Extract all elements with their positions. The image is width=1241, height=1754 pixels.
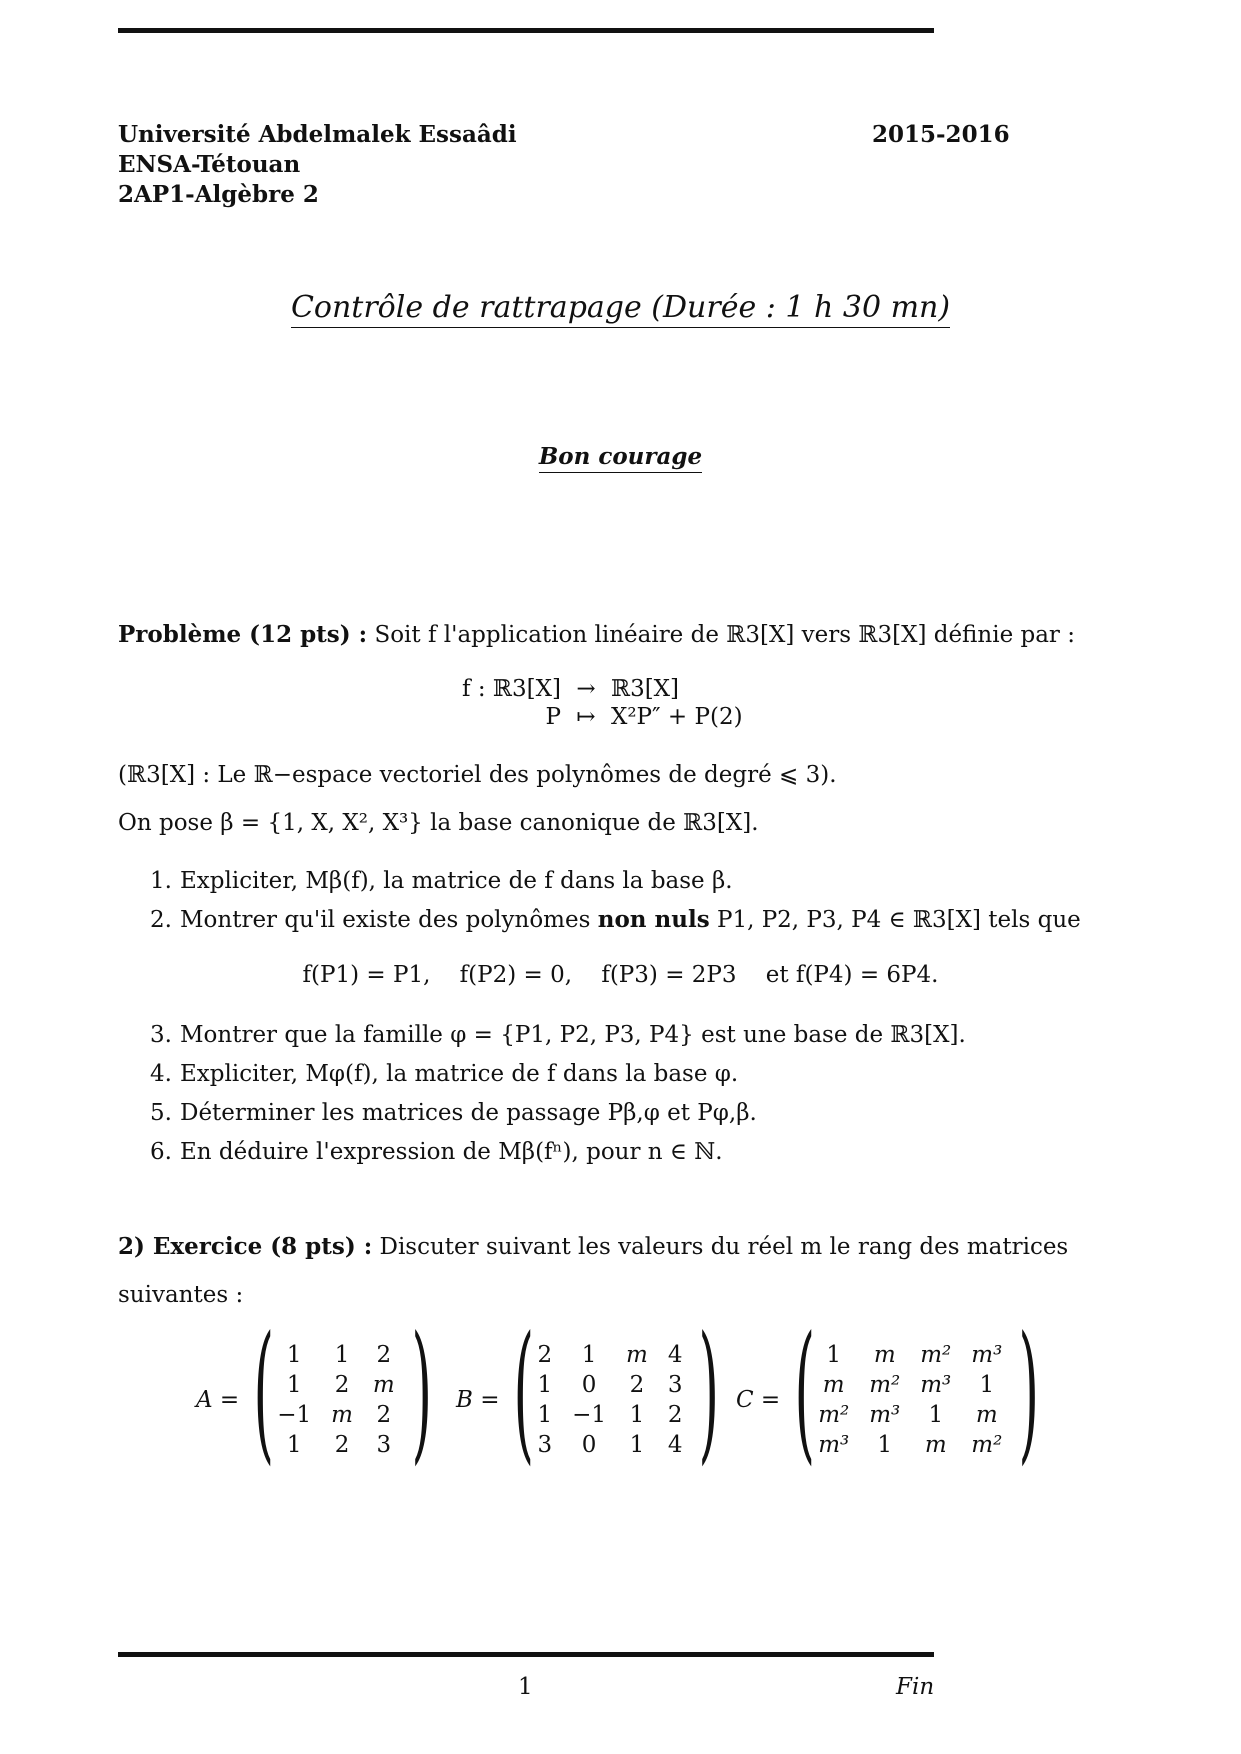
matrix-c-cell: m — [822, 1372, 845, 1398]
matrix-b-row — [527, 1340, 692, 1370]
matrix-c-label: C = — [736, 1387, 781, 1413]
question-number: 5. — [150, 1100, 172, 1126]
left-paren: ( — [513, 1305, 535, 1479]
matrix-c-cell: m — [975, 1402, 998, 1428]
question-text: Expliciter, Mφ(f), la matrice de f dans la base φ. — [180, 1061, 739, 1087]
matrix-c-row — [808, 1340, 1012, 1370]
matrix-b-label: B = — [456, 1387, 500, 1413]
question-text: Montrer qu'il existe des polynômes — [180, 907, 591, 933]
matrix-a-cell: m — [331, 1402, 353, 1428]
matrix-b-cell: 1 — [581, 1342, 597, 1368]
matrix-b-cell: 0 — [581, 1432, 597, 1458]
matrix-b-cell: 2 — [667, 1402, 683, 1428]
base-definition: On pose β = {1, X, X², X³} la base canonique de ℝ3[X]. — [118, 810, 759, 836]
exam-title — [0, 290, 1241, 325]
matrix-a-cell: 1 — [286, 1372, 302, 1398]
question-3 — [150, 1020, 966, 1050]
left-paren: ( — [794, 1305, 816, 1479]
question-list-1 — [150, 866, 1081, 944]
matrix-b-cell: 1 — [537, 1372, 553, 1398]
end-marker: Fin — [896, 1674, 935, 1700]
question-text: P1, P2, P3, P4 ∈ ℝ3[X] tels que — [716, 907, 1081, 933]
map-arrow-1: → — [576, 676, 596, 702]
right-paren: ) — [411, 1305, 432, 1479]
matrix-a — [196, 1305, 432, 1479]
matrix-c-row — [808, 1430, 1012, 1460]
matrix-c-cell: m — [873, 1342, 896, 1368]
matrix-b-cell: 1 — [629, 1402, 645, 1428]
matrix-b-cell: 3 — [667, 1372, 683, 1398]
matrix-c-row — [808, 1370, 1012, 1400]
right-paren: ) — [1018, 1305, 1040, 1479]
matrix-a-cell: m — [372, 1372, 395, 1398]
university-name: Université Abdelmalek Essaâdi — [118, 121, 517, 148]
eigen-equations: f(P1) = P1, f(P2) = 0, f(P3) = 2P3 et f(P4) = 6P4. — [302, 962, 939, 988]
question-list-2 — [150, 1020, 966, 1176]
encouragement — [0, 443, 1241, 470]
map-arrow-2: ↦ — [576, 704, 596, 730]
question-number: 3. — [150, 1022, 172, 1048]
right-paren: ) — [698, 1305, 720, 1479]
exercice-intro — [118, 1232, 1068, 1262]
matrix-b-table — [527, 1340, 692, 1460]
matrix-a-row — [267, 1340, 405, 1370]
matrix-a-row — [267, 1430, 405, 1460]
map-right-1: ℝ3[X] — [610, 676, 680, 702]
matrix-c-cell: m² — [869, 1372, 901, 1398]
question-text: Montrer que la famille φ = {P1, P2, P3, P4} est une base de ℝ3[X]. — [180, 1022, 966, 1048]
matrix-a-cell: 2 — [376, 1402, 392, 1428]
matrix-a-cell: 2 — [334, 1372, 350, 1398]
question-number: 2. — [150, 907, 172, 933]
course-name: 2AP1-Algèbre 2 — [118, 181, 319, 208]
matrix-c-table — [808, 1340, 1012, 1460]
matrix-a-label: A = — [196, 1387, 240, 1413]
question-4 — [150, 1059, 966, 1089]
matrix-b-cell: 3 — [537, 1432, 553, 1458]
question-number: 6. — [150, 1139, 172, 1165]
question-text: En déduire l'expression de Mβ(fⁿ), pour n ∈ ℕ. — [180, 1139, 723, 1165]
top-rule — [118, 28, 934, 33]
question-5 — [150, 1098, 966, 1128]
matrix-a-table — [267, 1340, 405, 1460]
school-name: ENSA-Tétouan — [118, 151, 301, 178]
matrix-a-cell: 2 — [376, 1342, 392, 1368]
exercice-text-cont: suivantes : — [118, 1282, 244, 1308]
matrix-b-row — [527, 1400, 692, 1430]
matrix-a-cell: 1 — [286, 1432, 302, 1458]
matrix-c-cell: m³ — [818, 1432, 850, 1458]
question-text: Déterminer les matrices de passage Pβ,φ et Pφ,β. — [180, 1100, 757, 1126]
map-left-2: P — [545, 704, 561, 730]
question-6 — [150, 1137, 966, 1167]
matrix-b-cell: m — [626, 1342, 648, 1368]
left-paren: ( — [253, 1305, 275, 1479]
matrix-b-cell: 1 — [629, 1432, 645, 1458]
bottom-rule — [118, 1652, 934, 1657]
matrix-c-cell: 1 — [826, 1342, 842, 1368]
encouragement-text: Bon courage — [539, 443, 702, 473]
map-right-2: X²P″ + P(2) — [610, 704, 743, 730]
question-number: 4. — [150, 1061, 172, 1087]
academic-year: 2015-2016 — [872, 121, 1010, 148]
exam-title-text: Contrôle de rattrapage (Durée : 1 h 30 mn) — [291, 290, 950, 328]
matrix-a-cell: −1 — [277, 1402, 312, 1428]
matrix-c-cell: 1 — [877, 1432, 893, 1458]
matrix-a-cell: 1 — [334, 1342, 350, 1368]
matrix-b-cell: −1 — [572, 1402, 607, 1428]
matrix-c-cell: m² — [971, 1432, 1003, 1458]
matrix-a-cell: 1 — [286, 1342, 302, 1368]
question-text: Expliciter, Mβ(f), la matrice de f dans la base β. — [180, 868, 733, 894]
exercice-text: Discuter suivant les valeurs du réel m le rang des matrices — [379, 1234, 1069, 1260]
space-note: (ℝ3[X] : Le ℝ−espace vectoriel des polynômes de degré ⩽ 3). — [118, 762, 837, 788]
matrix-c-cell: m — [924, 1432, 947, 1458]
matrix-c-cell: 1 — [928, 1402, 944, 1428]
probleme-intro — [118, 620, 1075, 650]
matrix-c-cell: m³ — [869, 1402, 901, 1428]
matrix-c-cell: m³ — [971, 1342, 1003, 1368]
matrix-b-cell: 2 — [629, 1372, 645, 1398]
matrix-a-cell: 2 — [334, 1432, 350, 1458]
matrix-c-row — [808, 1400, 1012, 1430]
matrix-b-cell: 4 — [667, 1432, 683, 1458]
matrix-c-cell: 1 — [979, 1372, 995, 1398]
page-number: 1 — [518, 1674, 533, 1700]
matrix-b-row — [527, 1370, 692, 1400]
question-1 — [150, 866, 1081, 896]
matrix-a-row — [267, 1370, 405, 1400]
map-definition — [462, 676, 743, 730]
matrix-c-cell: m² — [818, 1402, 850, 1428]
question-number: 1. — [150, 868, 172, 894]
probleme-intro-text: Soit f l'application linéaire de ℝ3[X] vers ℝ3[X] définie par : — [374, 622, 1075, 648]
probleme-label: Problème (12 pts) : — [118, 621, 368, 648]
matrix-b-cell: 4 — [667, 1342, 683, 1368]
matrix-a-row — [267, 1400, 405, 1430]
matrix-b-cell: 2 — [537, 1342, 553, 1368]
header-left — [118, 120, 517, 210]
matrix-b-cell: 1 — [537, 1402, 553, 1428]
matrix-b-row — [527, 1430, 692, 1460]
matrix-c-cell: m³ — [920, 1372, 952, 1398]
question-2 — [150, 905, 1081, 935]
matrix-b-cell: 0 — [581, 1372, 597, 1398]
question-emphasis: non nuls — [597, 906, 710, 933]
matrix-c — [736, 1305, 1040, 1479]
map-left-1: f : ℝ3[X] — [462, 676, 561, 702]
matrix-a-cell: 3 — [376, 1432, 392, 1458]
matrix-b — [456, 1305, 720, 1479]
exercice-label: 2) Exercice (8 pts) : — [118, 1233, 373, 1260]
matrix-c-cell: m² — [920, 1342, 952, 1368]
